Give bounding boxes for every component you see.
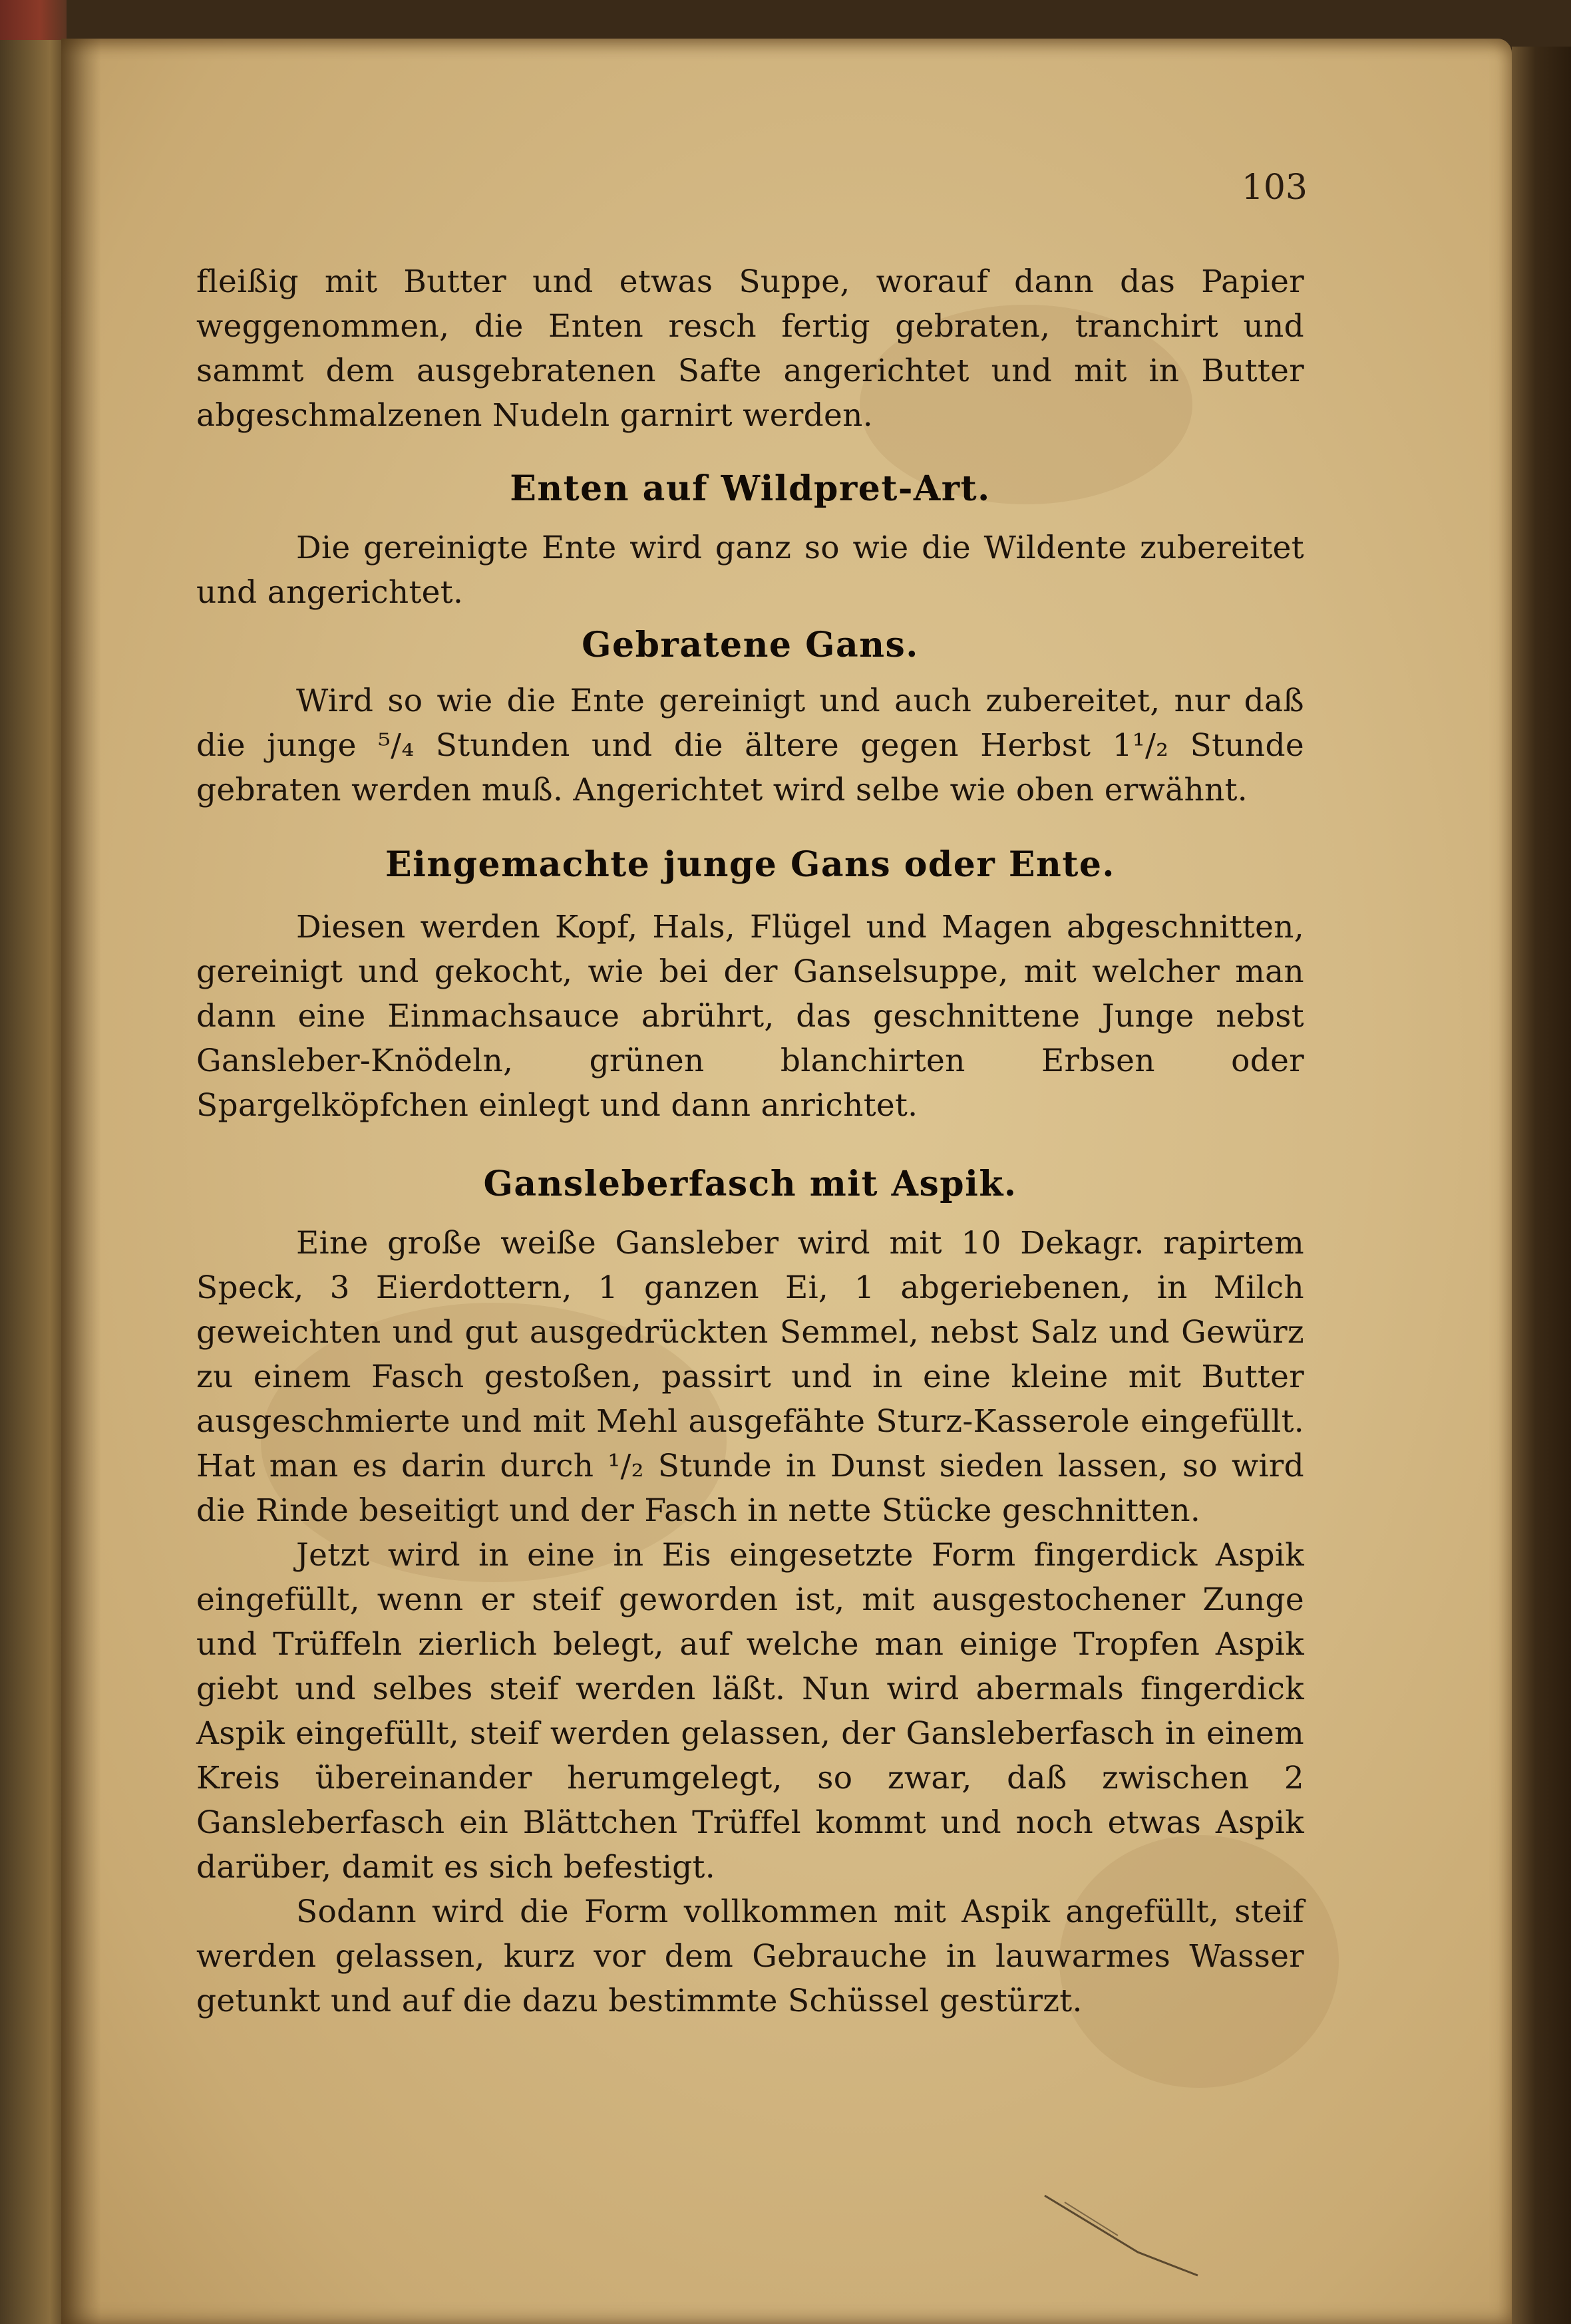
- binding-strip: [0, 0, 67, 2324]
- heading-wildpret: Enten auf Wildpret-Art.: [510, 468, 991, 509]
- gansleber-paragraph-3: Sodann wird die Form vollkommen mit Aspik angefüllt, steif werden gelassen, kurz vor dem Gebrauche in lauwarmes Wasser getunkt und auf die dazu bestimmte Schüssel gestürzt.: [196, 1894, 1304, 2019]
- gans-block: [196, 679, 1304, 812]
- heading-gansleber: Gansleberfasch mit Aspik.: [483, 1164, 1017, 1204]
- wildpret-block: [196, 526, 1304, 615]
- binding-corner: [0, 0, 67, 40]
- gansleber-paragraph-1: Eine große weiße Gansleber wird mit 10 Dekagr. rapirtem Speck, 3 Eierdottern, 1 ganzen Ei, 1 abgeriebenen, in Milch geweichten und gut ausgedrückten Semmel, nebst Salz und Gewürz zu einem Fasch gestoßen, passirt und in eine kleine mit Butter ausgeschmierte und mit Mehl ausgefähte Sturz-Kasserole eingefüllt. Hat man es darin durch ¹/₂ Stunde in Dunst sieden lassen, so wird die Rinde beseitigt und der Fasch in nette Stücke geschnitten.: [196, 1225, 1304, 1529]
- page-edge-shadow: [1512, 47, 1571, 2324]
- wildpret-paragraph: Die gereinigte Ente wird ganz so wie die Wildente zubereitet und angerichtet.: [196, 530, 1304, 611]
- intro-paragraph: fleißig mit Butter und etwas Suppe, worauf dann das Papier weggenommen, die Enten resch fertig gebraten, tranchirt und sammt dem ausgebratenen Safte angerichtet und mit in Butter abgeschmalzenen Nudeln garnirt werden.: [196, 263, 1304, 434]
- gansleber-paragraph-2: Jetzt wird in eine in Eis eingesetzte Form fingerdick Aspik eingefüllt, wenn er steif geworden ist, mit ausgestochener Zunge und Trüffeln zierlich belegt, auf welche man einige Tropfen Aspik giebt und selbes steif werden läßt. Nun wird abermals fingerdick Aspik eingefüllt, steif werden gelassen, der Gansleberfasch in einem Kreis übereinander herumgelegt, so zwar, daß zwischen 2 Gansleberfasch ein Blättchen Trüffel kommt und noch etwas Aspik darüber, damit es sich befestigt.: [196, 1537, 1304, 1886]
- eingemacht-block: [196, 905, 1304, 1128]
- gutter-shadow: [61, 39, 101, 2324]
- eingemacht-paragraph: Diesen werden Kopf, Hals, Flügel und Magen abgeschnitten, gereinigt und gekocht, wie bei der Ganselsuppe, mit welcher man dann eine Einmachsauce abrührt, das geschnittene Junge nebst Gansleber-Knödeln, grünen blanchirten Erbsen oder Spargelköpfchen einlegt und dann anrichtet.: [196, 909, 1304, 1124]
- page-number: 103: [1241, 168, 1308, 208]
- heading-gans: Gebratene Gans.: [582, 625, 919, 665]
- heading-eingemacht: Eingemachte junge Gans oder Ente.: [385, 844, 1116, 885]
- gans-paragraph: Wird so wie die Ente gereinigt und auch zubereitet, nur daß die junge ⁵/₄ Stunden und die ältere gegen Herbst 1¹/₂ Stunde gebraten werden muß. Angerichtet wird selbe wie oben erwähnt.: [196, 683, 1304, 808]
- pencil-mark: [1038, 2189, 1211, 2282]
- gansleber-block: [196, 1221, 1304, 2023]
- intro-block: [196, 259, 1304, 438]
